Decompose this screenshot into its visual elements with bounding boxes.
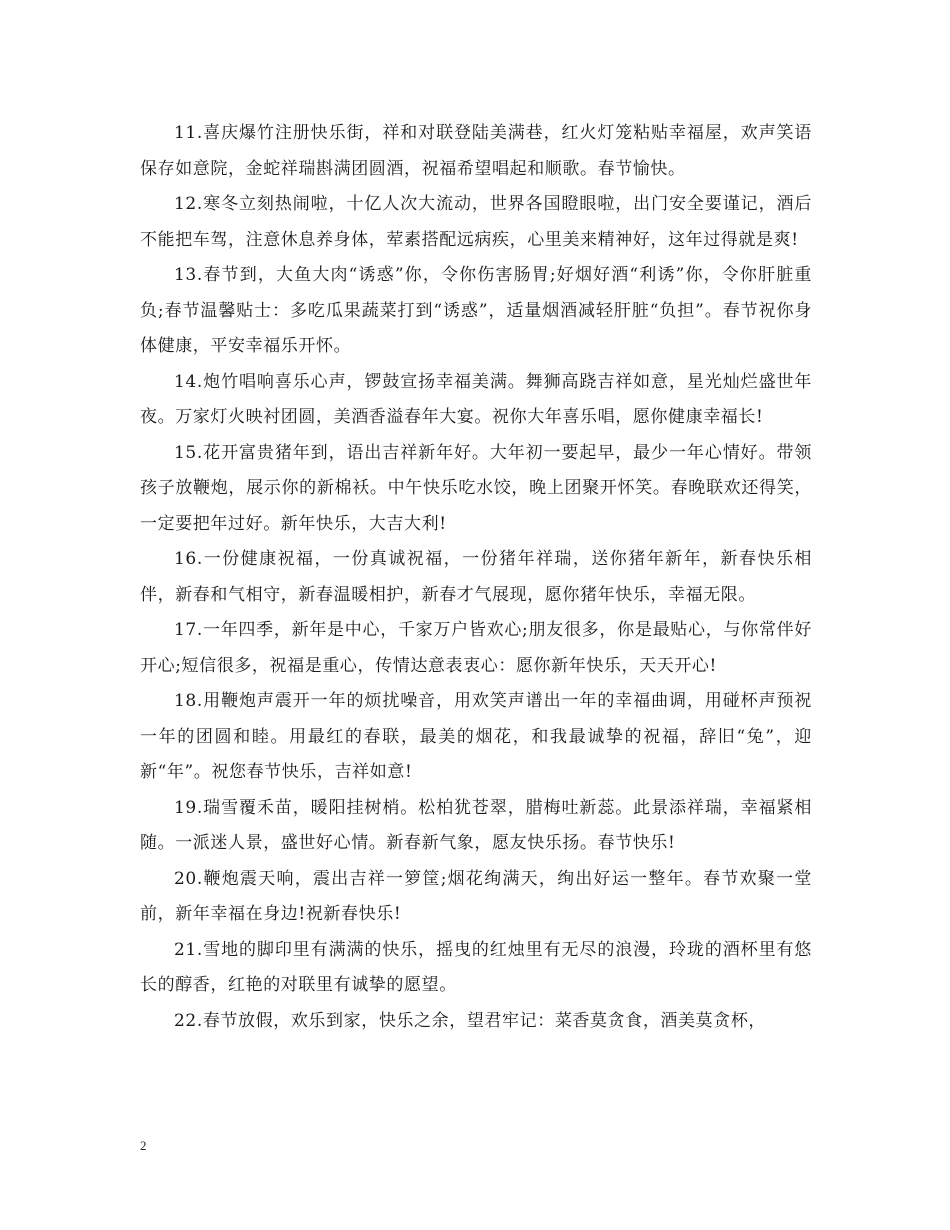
paragraph-11: 11.喜庆爆竹注册快乐街，祥和对联登陆美满巷，红火灯笼粘贴幸福屋，欢声笑语保存如意院，金蛇祥瑞斟满团圆酒，祝福希望唱起和顺歌。春节愉快。 — [140, 123, 812, 179]
paragraph-14: 14.炮竹唱响喜乐心声，锣鼓宣扬幸福美满。舞狮高跷吉祥如意，星光灿烂盛世年夜。万家灯火映衬团圆，美酒香溢春年大宴。祝你大年喜乐唱，愿你健康幸福长! — [140, 371, 812, 427]
document-body — [140, 116, 812, 1039]
paragraph-18: 18.用鞭炮声震开一年的烦扰噪音，用欢笑声谱出一年的幸福曲调，用碰杯声预祝一年的团圆和睦。用最红的春联，最美的烟花，和我最诚挚的祝福，辞旧“兔”，迎新“年”。祝您春节快乐，吉祥如意! — [140, 691, 812, 782]
paragraph-21: 21.雪地的脚印里有满满的快乐，摇曳的红烛里有无尽的浪漫，玲珑的酒杯里有悠长的醇香，红艳的对联里有诚挚的愿望。 — [140, 939, 812, 995]
paragraph-15: 15.花开富贵猪年到，语出吉祥新年好。大年初一要起早，最少一年心情好。带领孩子放鞭炮，展示你的新棉袄。中午快乐吃水饺，晚上团聚开怀笑。春晚联欢还得笑，一定要把年过好。新年快乐，大吉大利! — [140, 442, 812, 534]
paragraph-16: 16.一份健康祝福，一份真诚祝福，一份猪年祥瑞，送你猪年新年，新春快乐相伴，新春和气相守，新春温暖相护，新春才气展现，愿你猪年快乐，幸福无限。 — [140, 549, 812, 605]
paragraph-19: 19.瑞雪覆禾苗，暖阳挂树梢。松柏犹苍翠，腊梅吐新蕊。此景添祥瑞，幸福紧相随。一派迷人景，盛世好心情。新春新气象，愿友快乐扬。春节快乐! — [140, 797, 812, 853]
page-number: 2 — [140, 1138, 147, 1153]
paragraph-22: 22.春节放假，欢乐到家，快乐之余，望君牢记：菜香莫贪食，酒美莫贪杯， — [174, 1010, 767, 1031]
paragraph-12: 12.寒冬立刻热闹啦，十亿人次大流动，世界各国瞪眼啦，出门安全要谨记，酒后不能把车驾，注意休息养身体，荤素搭配远病疾，心里美来精神好，这年过得就是爽! — [140, 194, 812, 250]
paragraph-13: 13.春节到，大鱼大肉“诱惑”你，令你伤害肠胃;好烟好酒“利诱”你，令你肝脏重负;春节温馨贴士：多吃瓜果蔬菜打到“诱惑”，适量烟酒减轻肝脏“负担”。春节祝你身体健康，平安幸福乐开怀。 — [140, 265, 812, 356]
paragraph-20: 20.鞭炮震天响，震出吉祥一箩筐;烟花绚满天，绚出好运一整年。春节欢聚一堂前，新年幸福在身边!祝新春快乐! — [140, 868, 812, 924]
paragraph-17: 17.一年四季，新年是中心，千家万户皆欢心;朋友很多，你是最贴心，与你常伴好开心;短信很多，祝福是重心，传情达意表衷心：愿你新年快乐，天天开心! — [140, 620, 812, 676]
